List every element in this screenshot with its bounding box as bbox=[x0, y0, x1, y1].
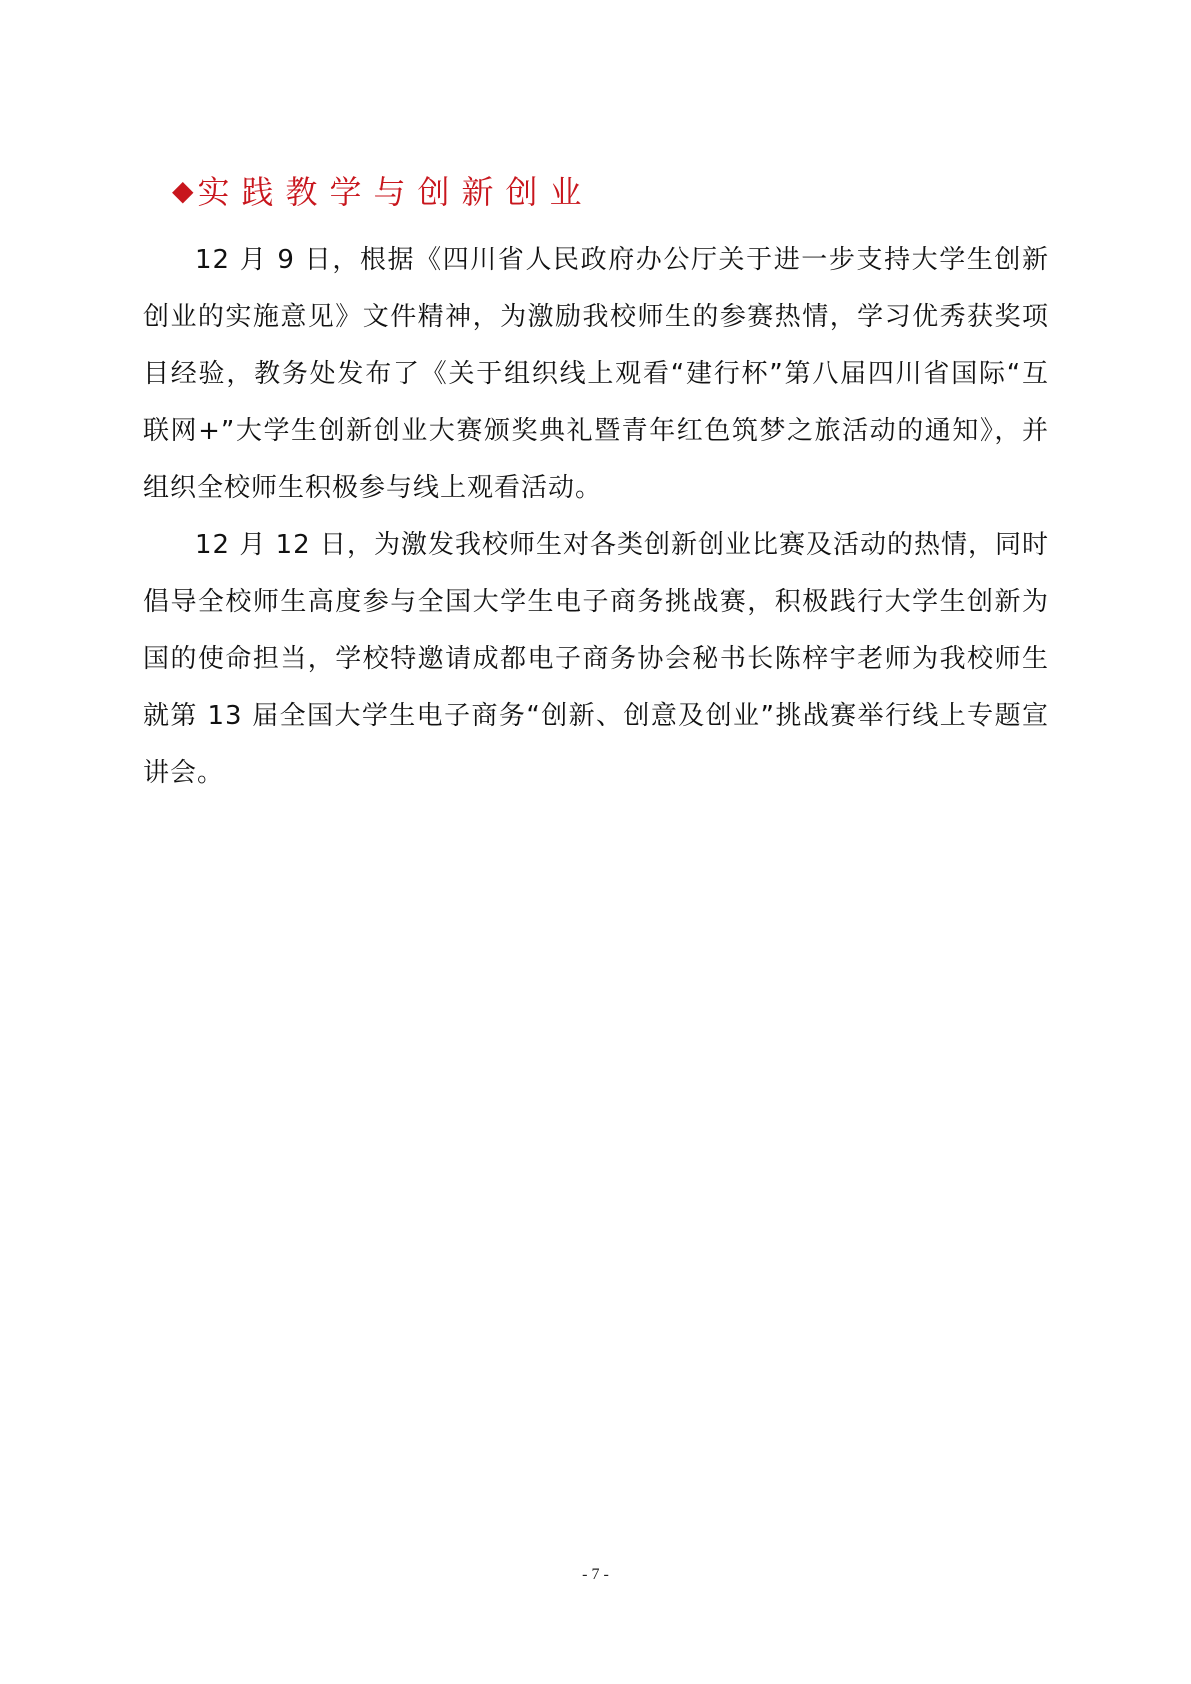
paragraph-2: 12 月 12 日，为激发我校师生对各类创新创业比赛及活动的热情，同时倡导全校师生高度参与全国大学生电子商务挑战赛，积极践行大学生创新为国的使命担当，学校特邀请成都电子商务协会秘书长陈梓宇老师为我校师生就第 13 届全国大学生电子商务“创新、创意及创业”挑战赛举行线上专题宣讲会。 bbox=[143, 530, 1049, 788]
section-title: 实践教学与创新创业 bbox=[197, 173, 594, 211]
section-heading bbox=[172, 168, 594, 212]
body-text bbox=[143, 232, 1049, 802]
paragraph-1: 12 月 9 日，根据《四川省人民政府办公厅关于进一步支持大学生创新创业的实施意见》文件精神，为激励我校师生的参赛热情，学习优秀获奖项目经验，教务处发布了《关于组织线上观看“建行杯”第八届四川省国际“互联网+”大学生创新创业大赛颁奖典礼暨青年红色筑梦之旅活动的通知》，并组织全校师生积极参与线上观看活动。 bbox=[143, 245, 1049, 503]
page-number: - 7 - bbox=[582, 1566, 609, 1583]
diamond-icon: ◆ bbox=[172, 173, 194, 207]
